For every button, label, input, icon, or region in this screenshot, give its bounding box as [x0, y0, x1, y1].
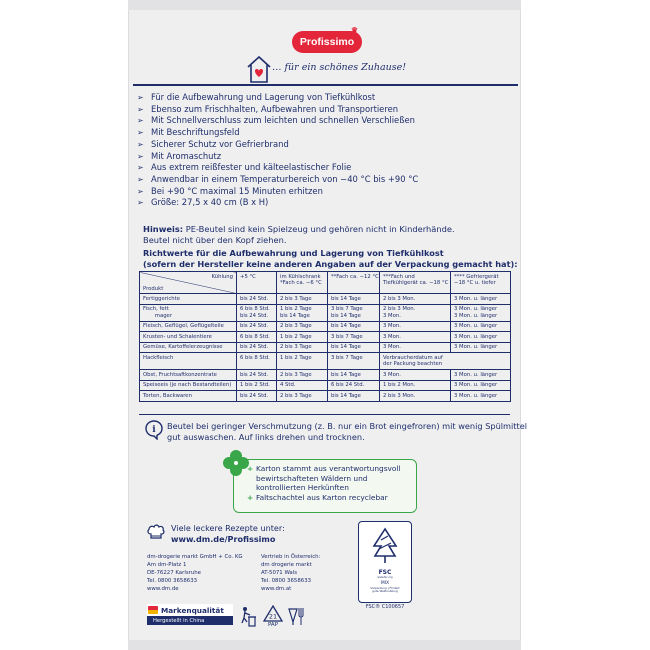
table-cell: 2 bis 3 Mon.	[380, 391, 451, 402]
feature-list	[137, 92, 418, 209]
info-icon	[145, 420, 163, 440]
table-cell: 3 Mon. u. länger	[451, 391, 511, 402]
hint-line-2: Beutel nicht über den Kopf ziehen.	[143, 235, 287, 245]
tagline-underline	[133, 84, 518, 86]
table-header-cell: **Fach ca. −12 °C	[328, 272, 380, 294]
hint-label: Hinweis:	[143, 224, 184, 234]
fsc-mix: MIX	[380, 581, 390, 586]
table-row	[140, 332, 511, 343]
product-cell: Fisch, fett mager	[140, 304, 237, 321]
table-cell: 2 bis 3 Tage	[277, 294, 328, 305]
made-in: Hergestellt in China	[153, 617, 205, 624]
table-cell: 2 bis 3 Mon.	[380, 294, 451, 305]
sustainability-box	[233, 459, 417, 513]
feature-item: ➢ Größe: 27,5 x 40 cm (B x H)	[137, 197, 269, 208]
arrow-icon: ➢	[137, 163, 144, 173]
table-title-line-1: Richtwerte für die Aufbewahrung und Lagerung von Tiefkühlkost	[143, 248, 444, 258]
tidyman-icon	[240, 606, 256, 628]
table-title-line-2: (sofern der Hersteller keine anderen Angaben auf der Verpackung gemacht hat):	[143, 259, 518, 269]
table-row	[140, 294, 511, 305]
arrow-icon: ➢	[137, 186, 144, 196]
table-row	[140, 342, 511, 353]
feature-item: ➢ Für die Aufbewahrung und Lagerung von Tiefkühlkost	[137, 92, 376, 102]
table-cell: bis 24 Std.	[237, 391, 277, 402]
safety-hint	[143, 224, 455, 246]
info-line-2: gut auswaschen. Auf links drehen und trocknen.	[167, 432, 365, 442]
table-row	[140, 380, 511, 391]
table-cell: 3 bis 7 Tage	[328, 353, 380, 370]
eco-item: + Karton stammt aus verantwortungsvoll bewirtschafteten Wäldern und kontrollierten Herkünften	[256, 464, 416, 493]
feature-item: ➢ Aus extrem reißfester und kälteelastischer Folie	[137, 162, 352, 173]
product-cell: Krusten- und Schalentiere	[140, 332, 237, 343]
feature-item: ➢ Mit Beschriftungsfeld	[137, 127, 240, 138]
table-cell: 2 bis 3 Tage	[277, 342, 328, 353]
product-cell: Gemüse, Kartoffelerzeugnisse	[140, 342, 237, 353]
table-row	[140, 370, 511, 381]
profissimo-logo	[292, 26, 362, 53]
arrow-icon: ➢	[137, 128, 144, 138]
chef-hat-icon	[146, 522, 166, 542]
table-cell: 6 bis 8 Std.	[237, 353, 277, 370]
table-cell: 4 Std.	[277, 380, 328, 391]
table-cell: bis 14 Tage	[328, 294, 380, 305]
house-icon	[246, 55, 272, 83]
table-cell: bis 14 Tage	[328, 321, 380, 332]
product-cell: Fleisch, Geflügel, Geflügelteile	[140, 321, 237, 332]
table-cell: 3 Mon. u. länger	[451, 342, 511, 353]
table-cell: 3 Mon.	[380, 332, 451, 343]
table-cell: 6 bis 8 Std. bis 24 Std.	[237, 304, 277, 321]
table-cell: 1 bis 2 Std.	[237, 380, 277, 391]
feature-item: ➢ Mit Schnellverschluss zum leichten und schnellen Verschließen	[137, 115, 415, 126]
table-cell: 3 Mon. u. länger	[451, 380, 511, 391]
svg-text:i: i	[152, 425, 156, 435]
table-header-cell: **** Gefriergerät −18 °C u. tiefer	[451, 272, 511, 294]
table-row	[140, 391, 511, 402]
table-cell: 2 bis 3 Tage	[277, 321, 328, 332]
table-row	[140, 304, 511, 321]
table-cell: bis 14 Tage	[328, 391, 380, 402]
product-cell: Fertiggerichte	[140, 294, 237, 305]
info-line-1: Beutel bei geringer Verschmutzung (z. B. nur ein Brot eingefroren) mit wenig Spülmittel	[167, 421, 528, 431]
product-cell: Speiseeis (je nach Bestandteilen)	[140, 380, 237, 391]
arrow-icon: ➢	[137, 93, 144, 102]
table-header-cell: im Kühlschrank *Fach ca. −6 °C	[277, 272, 328, 294]
eco-item: + Faltschachtel aus Karton recyclebar	[256, 493, 416, 503]
table-cell: bis 14 Tage	[328, 342, 380, 353]
table-cell: 3 Mon. u. länger	[451, 321, 511, 332]
fsc-code: FSC® C100657	[365, 604, 405, 610]
table-cell: bis 14 Tage	[328, 370, 380, 381]
table-cell: 2 bis 3 Tage	[277, 391, 328, 402]
table-cell: 2 bis 3 Tage	[277, 370, 328, 381]
recycling-code-number: 21	[268, 612, 278, 621]
fsc-tree-icon	[371, 526, 399, 566]
arrow-icon: ➢	[137, 198, 144, 208]
recycling-triangle-icon	[263, 605, 283, 623]
divider	[139, 414, 510, 415]
arrow-icon: ➢	[137, 151, 144, 161]
recycling-code-label: PAP	[267, 622, 279, 628]
table-cell: bis 24 Std.	[237, 342, 277, 353]
table-cell: 3 bis 7 Tage bis 14 Tage	[328, 304, 380, 321]
fsc-label	[358, 521, 412, 603]
table-cell: 3 bis 7 Tage	[328, 332, 380, 343]
table-cell: 3 Mon. u. länger	[451, 332, 511, 343]
dm-logo-icon	[148, 606, 158, 614]
fsc-name: FSC	[378, 569, 392, 576]
food-safe-icon	[287, 606, 305, 626]
feature-item: ➢ Mit Aromaschutz	[137, 150, 222, 161]
table-cell: Verbraucherdatum auf der Packung beachten	[380, 353, 511, 370]
table-cell: 6 bis 24 Std.	[328, 380, 380, 391]
storage-table-title	[143, 248, 518, 270]
table-cell: 1 bis 2 Tage	[277, 353, 328, 370]
table-cell: 3 Mon.	[380, 321, 451, 332]
product-cell: Hackfleisch	[140, 353, 237, 370]
fsc-url: www.fsc.org	[377, 576, 393, 579]
recipes-url[interactable]: www.dm.de/Profissimo	[171, 534, 276, 544]
recipes-line-1: Viele leckere Rezepte unter:	[171, 523, 285, 533]
feature-item: ➢ Ebenso zum Frischhalten, Aufbewahren und Transportieren	[137, 103, 399, 114]
clover-icon	[221, 448, 251, 478]
table-cell: bis 24 Std.	[237, 370, 277, 381]
table-header-cell: ***Fach und Tiefkühlgerät ca. −18 °C	[380, 272, 451, 294]
table-cell: 2 bis 3 Mon. 3 Mon.	[380, 304, 451, 321]
fsc-note: Verpackung | Fördert gute Waldnutzung	[370, 586, 400, 594]
recipes-info	[171, 523, 285, 545]
brand-quality-badge	[147, 604, 233, 626]
feature-item: ➢ Anwendbar in einem Temperaturbereich von −40 °C bis +90 °C	[137, 173, 419, 184]
arrow-icon: ➢	[137, 116, 144, 126]
storage-table	[139, 271, 511, 402]
table-cell: bis 24 Std.	[237, 321, 277, 332]
logo-text: Profissimo	[299, 36, 355, 48]
product-cell: Obst, Fruchtsaftkonzentrate	[140, 370, 237, 381]
table-row	[140, 321, 511, 332]
table-cell: 1 bis 2 Tage	[277, 332, 328, 343]
table-cell: 3 Mon.	[380, 342, 451, 353]
hint-line-1: PE-Beutel sind kein Spielzeug und gehören nicht in Kinderhände.	[183, 224, 455, 234]
tagline: … für ein schönes Zuhause!	[272, 62, 407, 73]
table-cell: 3 Mon.	[380, 370, 451, 381]
table-cell: 3 Mon. u. länger 3 Mon. u. länger	[451, 304, 511, 321]
table-cell: 1 bis 2 Mon.	[380, 380, 451, 391]
table-header-row	[140, 272, 511, 294]
table-cell: 3 Mon. u. länger	[451, 370, 511, 381]
table-cell: 1 bis 2 Tage bis 14 Tage	[277, 304, 328, 321]
table-cell: bis 24 Std.	[237, 294, 277, 305]
address-germany: dm-drogerie markt GmbH + Co. KG Am dm-Platz 1 DE-76227 Karlsruhe Tel. 0800 3658633 www.dm.de	[147, 554, 243, 592]
arrow-icon: ➢	[137, 174, 144, 184]
table-corner-cell: Kühlung Produkt	[140, 272, 237, 294]
table-row	[140, 353, 511, 370]
feature-item: ➢ Bei +90 °C maximal 15 Minuten erhitzen	[137, 185, 323, 196]
table-cell: 6 bis 8 Std.	[237, 332, 277, 343]
table-cell: 3 Mon. u. länger	[451, 294, 511, 305]
table-header-cell: +5 °C	[237, 272, 277, 294]
address-austria: Vertrieb in Österreich: dm drogerie markt AT-5071 Wals Tel. 0800 3658633 www.dm.at	[261, 554, 321, 592]
product-cell: Torten, Backwaren	[140, 391, 237, 402]
quality-title: Markenqualität	[161, 605, 224, 615]
arrow-icon: ➢	[137, 104, 144, 114]
cleaning-info	[167, 421, 527, 443]
crown-icon: ♛	[350, 26, 358, 35]
arrow-icon: ➢	[137, 139, 144, 149]
feature-item: ➢ Sicherer Schutz vor Gefrierbrand	[137, 138, 289, 149]
